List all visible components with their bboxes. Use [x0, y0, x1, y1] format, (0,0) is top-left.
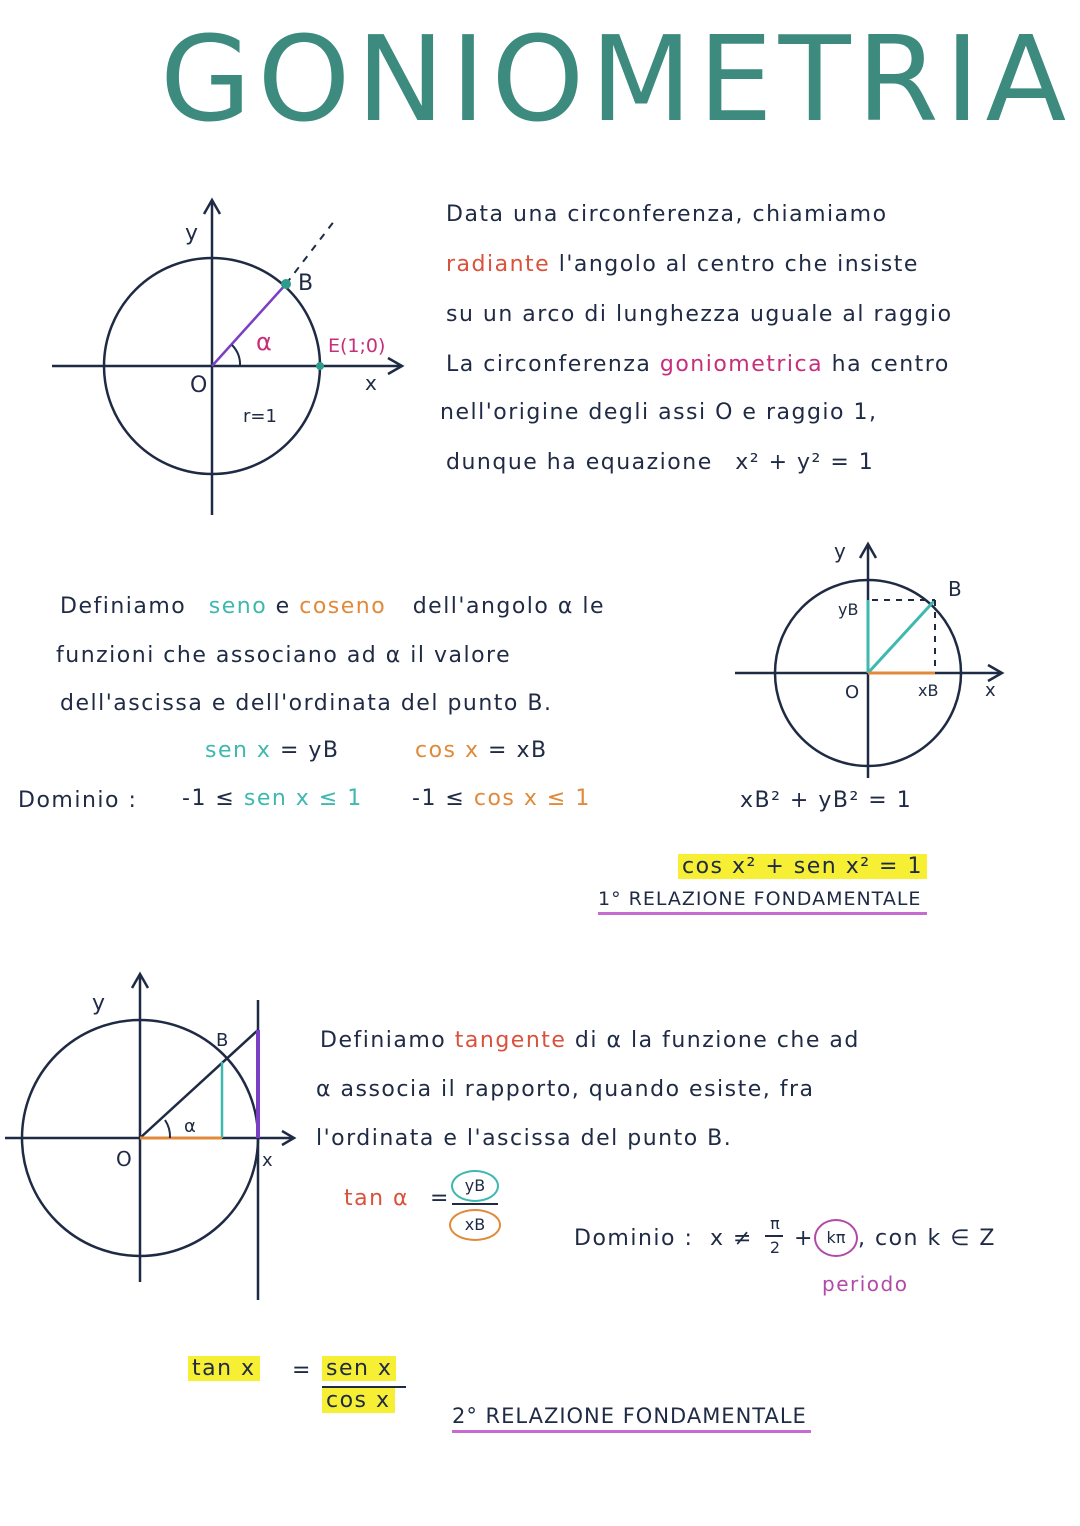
- dominio-label: Dominio :: [18, 788, 138, 813]
- tangent-line-1: [320, 1028, 860, 1053]
- relation-1-highlight: cos x² + sen x² = 1: [678, 854, 927, 879]
- intro-line-2-rest: l'angolo al centro che insiste: [558, 252, 919, 277]
- relation-2-denominator-highlight: cos x: [322, 1388, 395, 1413]
- cos-value: = xB: [488, 738, 548, 763]
- point-b-label: B: [948, 577, 962, 601]
- tangent-dom-x: x ≠: [710, 1226, 753, 1251]
- intro-line-4-b: ha centro: [831, 352, 950, 377]
- sen-label: sen x: [205, 738, 272, 763]
- intro-line-6: [446, 450, 874, 475]
- cos-domain-a: -1 ≤: [412, 786, 466, 811]
- relation-2-numerator: [322, 1356, 396, 1381]
- point-e-dot: [316, 362, 324, 370]
- radius-segment: [212, 284, 286, 366]
- tangent-pi-bar: [765, 1235, 783, 1237]
- origin-label: O: [845, 682, 860, 703]
- point-e-label: E(1;0): [328, 335, 386, 357]
- tangent-two: 2: [769, 1238, 781, 1257]
- sen-domain: [182, 786, 363, 811]
- sincos-line-1-a: Definiamo: [60, 594, 187, 619]
- term-coseno: coseno: [299, 594, 387, 619]
- tangent-line-2: α associa il rapporto, quando esiste, fra: [316, 1077, 815, 1102]
- x-label: x: [262, 1150, 273, 1171]
- term-radiante: radiante: [446, 252, 551, 277]
- relation-2-label: 2° RELAZIONE FONDAMENTALE: [452, 1404, 811, 1433]
- tangent-line-1-b: di α la funzione che ad: [574, 1028, 860, 1053]
- sincos-line-1: [60, 594, 605, 619]
- unit-circle-diagram: [40, 190, 420, 530]
- circle-equation: x² + y² = 1: [735, 450, 875, 475]
- term-tangente: tangente: [454, 1028, 567, 1053]
- y-label: y: [92, 991, 106, 1016]
- tan-numerator: yB: [451, 1170, 499, 1202]
- tan-alpha-label: tan α: [344, 1186, 410, 1211]
- sen-domain-b: sen x ≤ 1: [243, 786, 363, 811]
- y-label: y: [834, 539, 846, 563]
- angle-label: α: [256, 328, 272, 356]
- angle-label: α: [184, 1116, 196, 1137]
- tangent-line-3: l'ordinata e l'ascissa del punto B.: [316, 1126, 733, 1151]
- relation-2-equals: =: [292, 1358, 312, 1383]
- intro-line-3: su un arco di lunghezza uguale al raggio: [446, 302, 953, 327]
- intro-line-4-a: La circonferenza: [446, 352, 652, 377]
- sincos-line-1-b: dell'angolo α le: [412, 594, 606, 619]
- point-b-label: B: [216, 1030, 229, 1051]
- origin-label: O: [116, 1147, 132, 1171]
- relation-2-tan: [188, 1356, 260, 1381]
- relation-2-tan-highlight: tan x: [188, 1356, 260, 1381]
- tangent-con: , con k ∈ Z: [858, 1226, 996, 1251]
- tan-equals: =: [430, 1186, 450, 1211]
- radius-label: r=1: [243, 406, 277, 427]
- relation-2-denominator: [322, 1388, 395, 1413]
- tangent-pi: π: [770, 1214, 780, 1233]
- ray-line: [140, 1030, 258, 1138]
- intro-line-5: nell'origine degli assi O e raggio 1,: [440, 400, 878, 425]
- intro-line-6-a: dunque ha equazione: [446, 450, 713, 475]
- tangent-dominio-label: Dominio :: [574, 1226, 694, 1251]
- x-label: x: [365, 371, 377, 395]
- cos-definition: [415, 738, 548, 763]
- point-b-label: B: [298, 271, 314, 296]
- sen-definition: [205, 738, 340, 763]
- yb-label: yB: [838, 600, 859, 619]
- sincos-diagram: [730, 538, 1030, 788]
- cos-domain: [412, 786, 591, 811]
- tangent-periodo: periodo: [822, 1272, 909, 1296]
- relation-1-formula: [678, 854, 927, 879]
- tangent-kpi: kπ: [814, 1219, 858, 1257]
- sincos-line-2: funzioni che associano ad α il valore: [56, 643, 512, 668]
- sen-value: = yB: [279, 738, 340, 763]
- tan-fraction-bar: [452, 1203, 498, 1205]
- angle-arc: [232, 345, 240, 366]
- tan-denominator: xB: [449, 1209, 501, 1241]
- tangent-plus: +: [794, 1226, 814, 1251]
- term-goniometrica: goniometrica: [659, 352, 824, 377]
- xb-label: xB: [918, 681, 939, 700]
- sen-domain-a: -1 ≤: [182, 786, 236, 811]
- cos-domain-b: cos x ≤ 1: [473, 786, 591, 811]
- tangent-diagram: [0, 970, 310, 1310]
- intro-line-1: Data una circonferenza, chiamiamo: [446, 202, 888, 227]
- intro-line-4: [446, 352, 950, 377]
- xb-yb-equation: xB² + yB² = 1: [740, 788, 913, 813]
- page-title: GONIOMETRIA: [160, 10, 1073, 148]
- intro-line-2: [446, 252, 919, 277]
- origin-label: O: [190, 373, 208, 398]
- angle-arc: [165, 1120, 170, 1138]
- sincos-line-3: dell'ascissa e dell'ordinata del punto B.: [60, 691, 553, 716]
- tangent-line-1-a: Definiamo: [320, 1028, 447, 1053]
- relation-2-numerator-highlight: sen x: [322, 1356, 396, 1381]
- x-label: x: [985, 680, 996, 701]
- term-seno: seno: [208, 594, 268, 619]
- y-label: y: [185, 221, 199, 246]
- sincos-e: e: [275, 594, 291, 619]
- cos-label: cos x: [415, 738, 480, 763]
- relation-1-label: 1° RELAZIONE FONDAMENTALE: [598, 888, 927, 915]
- point-b-dot: [281, 279, 291, 289]
- radius-segment: [868, 600, 935, 673]
